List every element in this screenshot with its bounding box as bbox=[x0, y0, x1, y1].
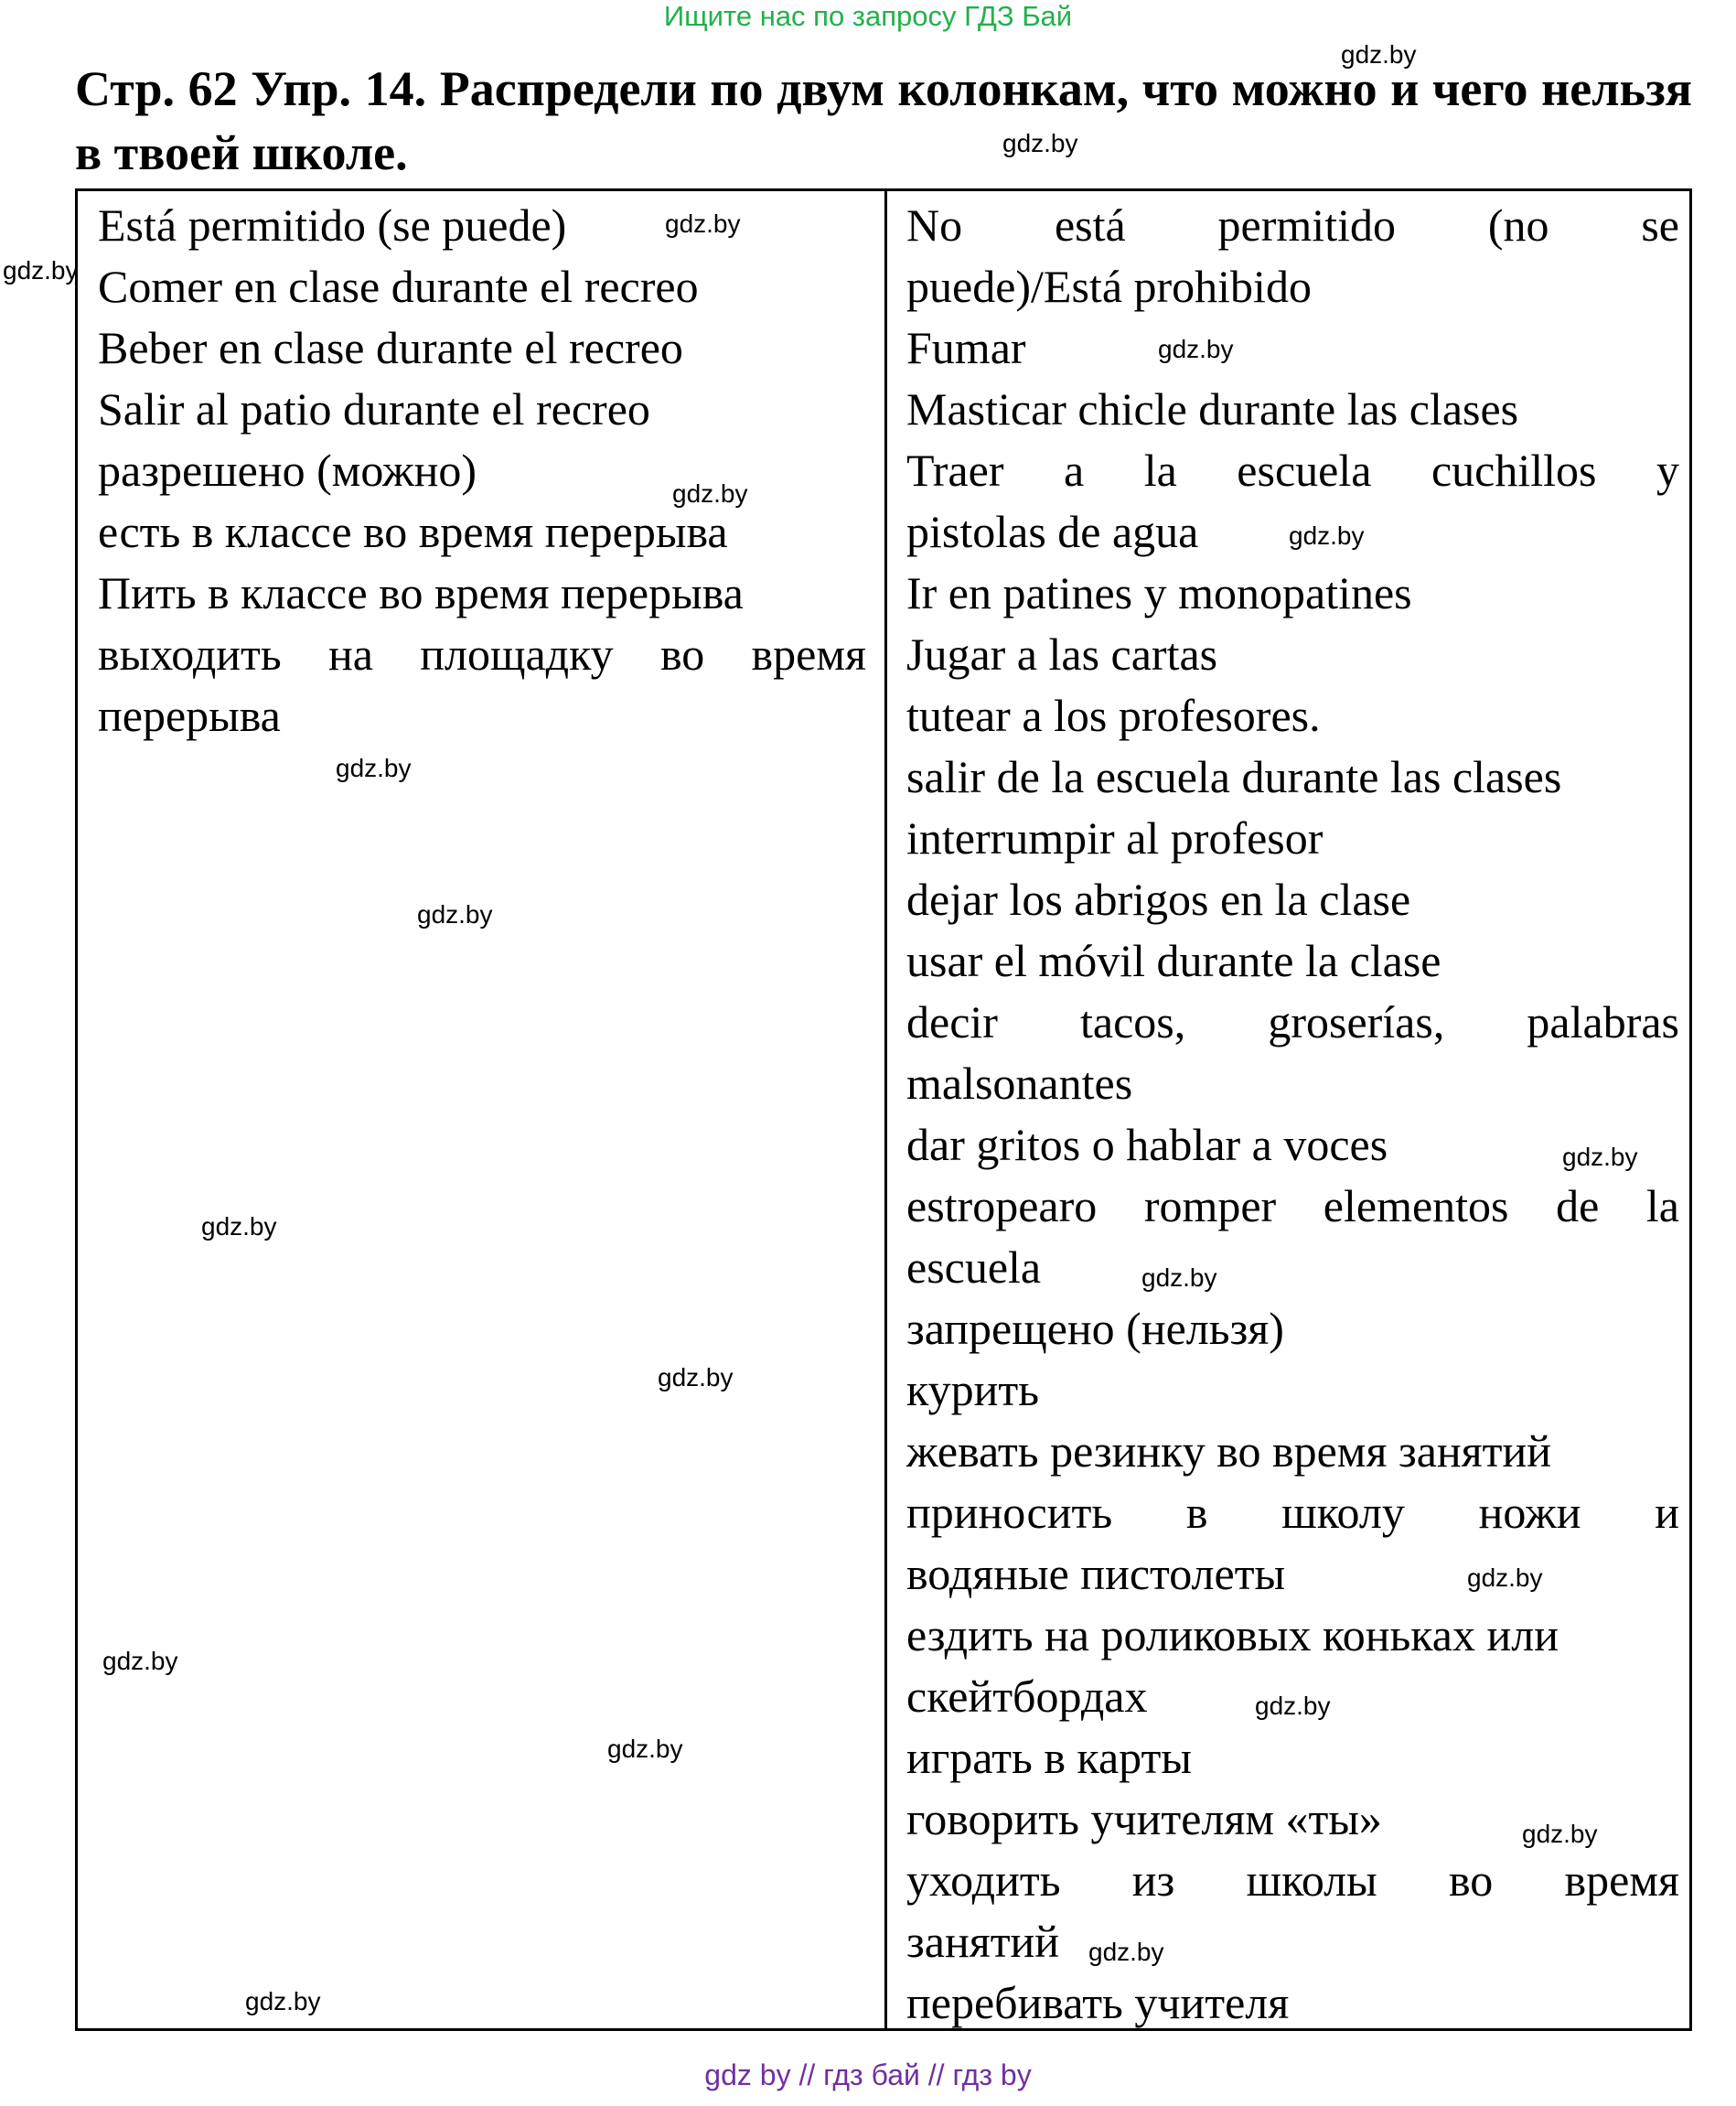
prohibited-line: salir de la escuela durante las clases bbox=[906, 751, 1562, 802]
watermark: gdz.by bbox=[607, 1735, 683, 1763]
watermark: gdz.by bbox=[1002, 129, 1078, 157]
prohibited-line: Fumar bbox=[906, 322, 1026, 373]
prohibited-line: уходить из школы во время bbox=[906, 1854, 1679, 1906]
watermark: gdz.by bbox=[102, 1647, 178, 1675]
prohibited-line: курить bbox=[906, 1364, 1039, 1415]
prohibited-line: перебивать учителя bbox=[906, 1977, 1290, 2028]
watermark: gdz.by bbox=[245, 1987, 321, 2015]
prohibited-line: Masticar chicle durante las clases bbox=[906, 383, 1519, 435]
permitted-line: Está permitido (se puede) bbox=[98, 199, 567, 251]
prohibited-line: estropearo romper elementos de la bbox=[906, 1180, 1679, 1231]
permitted-line: Пить в классе во время перерыва bbox=[98, 567, 744, 618]
watermark: gdz.by bbox=[1522, 1820, 1598, 1848]
permitted-line: выходить на площадку во время bbox=[98, 629, 866, 680]
prohibited-line: interrumpir al profesor bbox=[906, 812, 1323, 864]
prohibited-line: No está permitido (no se bbox=[906, 199, 1679, 251]
prohibited-line: водяные пистолеты bbox=[906, 1548, 1286, 1599]
prohibited-line: приносить в школу ножи и bbox=[906, 1487, 1679, 1538]
prohibited-line: tutear a los profesores. bbox=[906, 690, 1321, 741]
prohibited-line: puede)/Está prohibido bbox=[906, 261, 1312, 312]
prohibited-line: dejar los abrigos en la clase bbox=[906, 874, 1411, 925]
permitted-line: есть в классе во время перерыва bbox=[98, 506, 728, 557]
prohibited-line: ездить на роликовых коньках или bbox=[906, 1609, 1559, 1660]
watermark: gdz.by bbox=[201, 1212, 277, 1241]
permitted-line: Salir al patio durante el recreo bbox=[98, 383, 650, 435]
prohibited-line: Jugar a las cartas bbox=[906, 629, 1218, 680]
column-divider bbox=[884, 191, 887, 2028]
footer: gdz by // гдз бай // гдз by bbox=[704, 2058, 1032, 2091]
prohibited-line: decir tacos, groserías, palabras bbox=[906, 996, 1679, 1048]
prohibited-line: говорить учителям «ты» bbox=[906, 1793, 1382, 1844]
prohibited-line: скейтбордах bbox=[906, 1671, 1148, 1722]
watermark: gdz.by bbox=[1467, 1563, 1543, 1592]
watermark: gdz.by bbox=[1088, 1938, 1164, 1966]
prohibited-line: malsonantes bbox=[906, 1058, 1133, 1109]
prohibited-line: escuela bbox=[906, 1241, 1042, 1293]
watermark: gdz.by bbox=[336, 754, 412, 782]
permitted-column bbox=[98, 195, 866, 747]
top-banner: Ищите нас по запросу ГДЗ Бай bbox=[663, 0, 1073, 32]
watermark: gdz.by bbox=[3, 256, 79, 285]
permitted-line: Beber en clase durante el recreo bbox=[98, 322, 683, 373]
prohibited-line: играть в карты bbox=[906, 1732, 1192, 1783]
prohibited-line: занятий bbox=[906, 1916, 1060, 1967]
prohibited-line: usar el móvil durante la clase bbox=[906, 935, 1441, 986]
watermark: gdz.by bbox=[1289, 521, 1365, 550]
prohibited-column bbox=[906, 195, 1679, 2034]
watermark: gdz.by bbox=[1158, 335, 1234, 363]
prohibited-line: pistolas de agua bbox=[906, 506, 1199, 557]
watermark: gdz.by bbox=[417, 900, 493, 929]
watermark: gdz.by bbox=[672, 479, 748, 508]
watermark: gdz.by bbox=[1562, 1143, 1638, 1171]
prohibited-line: запрещено (нельзя) bbox=[906, 1303, 1284, 1354]
watermark: gdz.by bbox=[658, 1363, 734, 1391]
permitted-line: Comer en clase durante el recreo bbox=[98, 261, 699, 312]
watermark: gdz.by bbox=[1141, 1263, 1217, 1292]
prohibited-line: Traer a la escuela cuchillos y bbox=[906, 445, 1679, 496]
prohibited-line: dar gritos o hablar a voces bbox=[906, 1119, 1388, 1170]
permitted-line: разрешено (можно) bbox=[98, 445, 477, 496]
answer-table bbox=[75, 188, 1692, 2031]
watermark: gdz.by bbox=[1255, 1692, 1331, 1720]
prohibited-line: жевать резинку во время занятий bbox=[906, 1425, 1552, 1477]
page-title: Стр. 62 Упр. 14. Распредели по двум колонкам, что можно и чего нельзя в твоей школе. bbox=[75, 61, 1692, 180]
watermark: gdz.by bbox=[665, 210, 741, 238]
watermark: gdz.by bbox=[1341, 40, 1417, 69]
permitted-line: перерыва bbox=[98, 690, 281, 741]
prohibited-line: Ir en patines y monopatines bbox=[906, 567, 1412, 618]
